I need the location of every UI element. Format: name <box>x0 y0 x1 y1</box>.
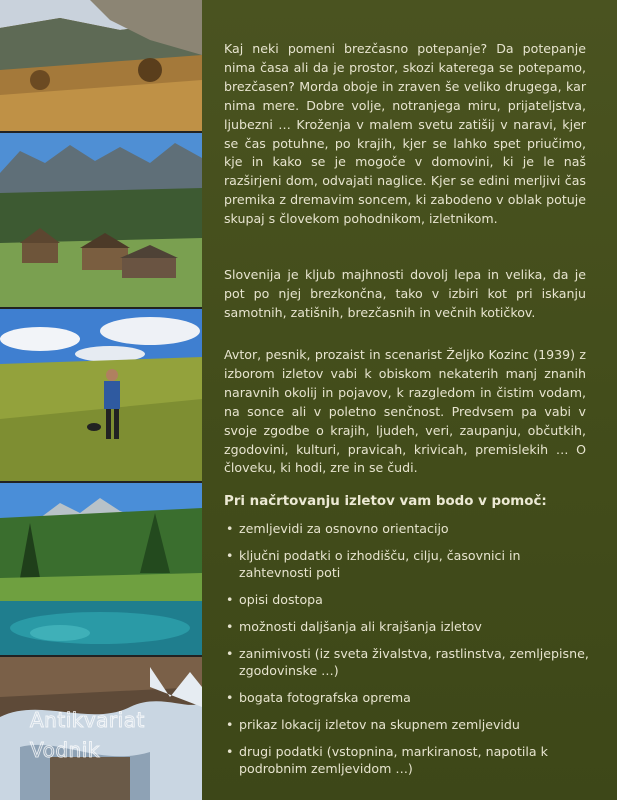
helper-list <box>224 520 594 787</box>
list-item: • zanimivosti (iz sveta živalstva, rastlinstva, zemljepisne, zgodovinske …) <box>224 645 594 679</box>
watermark-line: Vodnik <box>30 738 100 762</box>
photo-strip <box>0 0 202 800</box>
list-item: • drugi podatki (vstopnina, markiranost, napotila k podrobnim zemljevidom …) <box>224 743 594 777</box>
photo-lake-forest <box>0 483 202 655</box>
paragraph-author: Avtor, pesnik, prozaist in scenarist Željko Kozinc (1939) z izborom izletov vabi k obiskom nekaterih manj znanih naravnih okolij in pojavov, k razgledom in čistim vodam, na sonce ali v poletno senčnost. Predvsem pa vabi v svoje zgodbe o krajih, ljudeh, veri, zaupanju, občutkih, zgodovini, kulturi, pravicah, krivicah, premislekih … O človeku, ki hodi, zre in se čudi. <box>224 347 586 476</box>
photo-autumn-slope <box>0 0 202 131</box>
paragraph-slovenia: Slovenija je kljub majhnosti dovolj lepa in velika, da je pot po njej brezkončna, tako v izbiri kot pri iskanju samotnih, zatišnih, brezčasnih in večnih kotičkov. <box>224 267 586 320</box>
list-item: • prikaz lokacij izletov na skupnem zemljevidu <box>224 716 594 733</box>
list-item: • zemljevidi za osnovno orientacijo <box>224 520 594 537</box>
list-item: • možnosti daljšanja ali krajšanja izletov <box>224 618 594 635</box>
paragraph-intro: Kaj neki pomeni brezčasno potepanje? Da potepanje nima časa ali da je prostor, skozi katerega se potepamo, brezčasen? Morda oboje in zraven še veliko drugega, kar nima mere. Dobre volje, notranjega miru, prijateljstva, ljubezni … Kroženja v malem svetu zatišij v naravi, kjer se čas potuhne, po krajih, kjer se lahko spet priučimo, kje in kako se je mogoče v domovini, ki je le naš razširjeni dom, odvajati naglice. Kjer se edini merljivi čas premika z dremavim soncem, ki zabodeno v oblak potuje skupaj s človekom pohodnikom, izletnikom. <box>224 41 586 227</box>
watermark-line: Antikvariat <box>30 708 145 732</box>
helper-heading: Pri načrtovanju izletov vam bodo v pomoč: <box>224 494 547 509</box>
list-item: • ključni podatki o izhodišču, cilju, časovnici in zahtevnosti poti <box>224 547 594 581</box>
list-item: • opisi dostopa <box>224 591 594 608</box>
text-panel <box>202 0 617 800</box>
watermark <box>30 705 145 765</box>
list-item: • bogata fotografska oprema <box>224 689 594 706</box>
photo-hiker-meadow <box>0 309 202 481</box>
photo-alpine-huts <box>0 133 202 307</box>
